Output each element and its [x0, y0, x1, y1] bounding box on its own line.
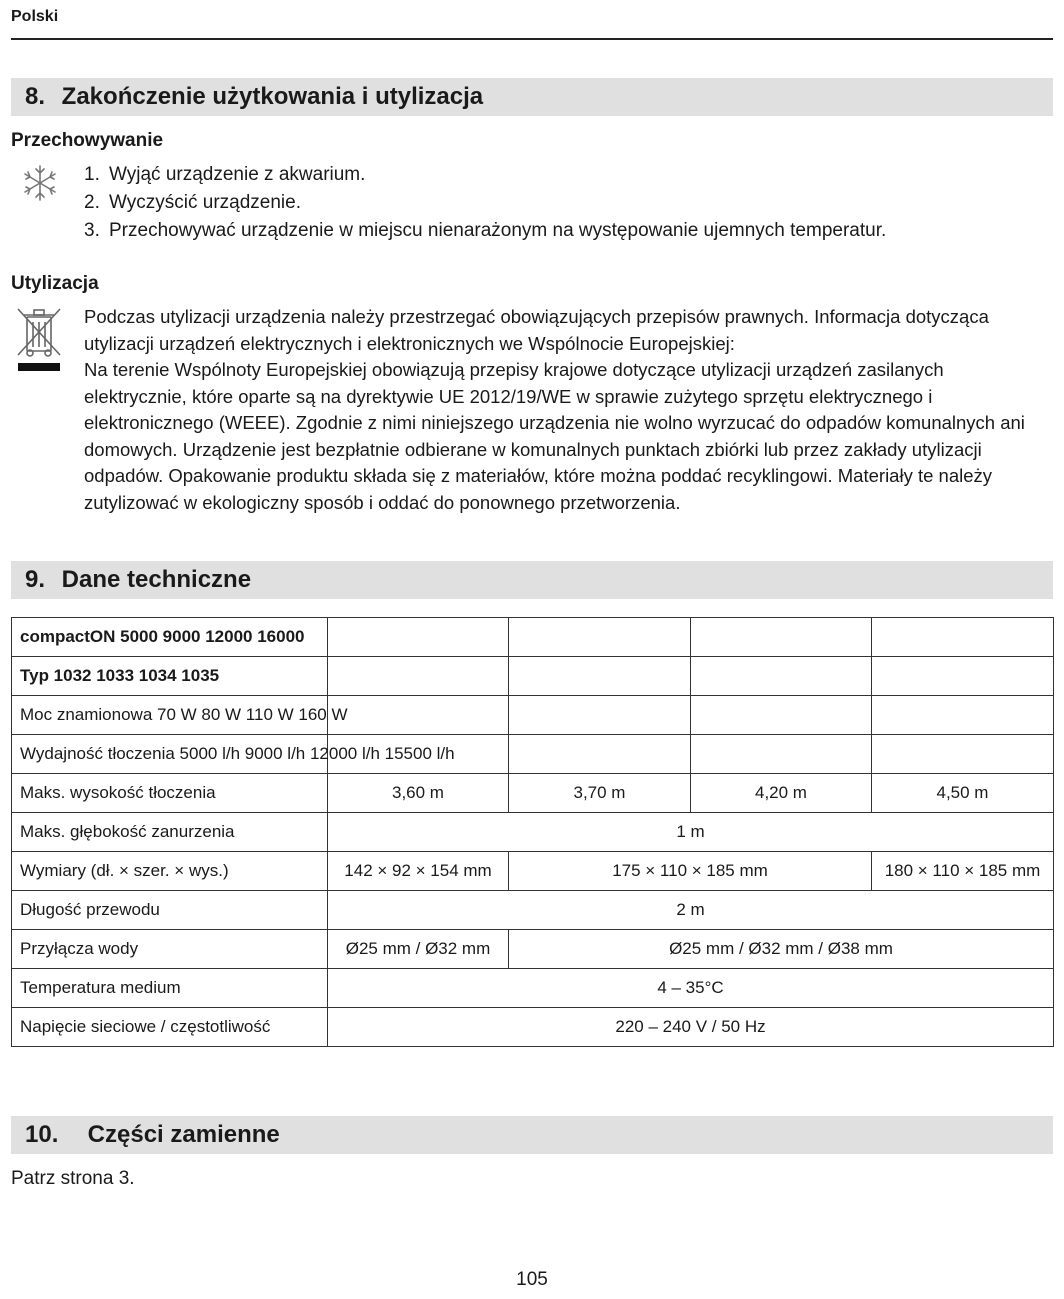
- table-row: [12, 813, 1054, 852]
- storage-heading: Przechowywanie: [11, 130, 164, 151]
- section-9-heading: [11, 561, 1053, 599]
- list-item: 1. Wyjąć urządzenie z akwarium.: [84, 164, 366, 185]
- table-cell: 2 m: [328, 891, 1054, 930]
- table-cell: [328, 618, 509, 657]
- list-item: 3. Przechowywać urządzenie w miejscu nienarażonym na występowanie ujemnych temperatur.: [84, 220, 887, 241]
- table-cell: Maks. wysokość tłoczenia: [12, 774, 328, 813]
- table-row: [12, 657, 1054, 696]
- table-row: [12, 891, 1054, 930]
- table-cell: [509, 696, 691, 735]
- language-label: Polski: [11, 8, 59, 25]
- table-cell: 4 – 35°C: [328, 969, 1054, 1008]
- list-item: 2. Wyczyścić urządzenie.: [84, 192, 301, 213]
- technical-data-table: [11, 617, 1054, 1047]
- table-row: [12, 1008, 1054, 1047]
- table-cell: Wymiary (dł. × szer. × wys.): [12, 852, 328, 891]
- section-9-title: Dane techniczne: [61, 566, 252, 593]
- header-rule: [11, 38, 1053, 40]
- spare-parts-reference: Patrz strona 3.: [11, 1168, 135, 1189]
- table-cell: [509, 735, 691, 774]
- table-cell: 4,50 m: [872, 774, 1054, 813]
- disposal-paragraph-1: Podczas utylizacji urządzenia należy przestrzegać obowiązujących przepisów prawnych. Informacja dotycząca utylizacji urządzeń elektrycznych i elektronicznych we Wspólnocie Europejskiej:: [84, 306, 989, 354]
- table-cell: 175 × 110 × 185 mm: [509, 852, 872, 891]
- table-cell: Długość przewodu: [12, 891, 328, 930]
- section-9-number: 9.: [25, 566, 46, 593]
- section-10-title: Części zamienne: [87, 1121, 280, 1148]
- table-cell: [691, 735, 872, 774]
- table-cell: [872, 657, 1054, 696]
- table-cell: [872, 696, 1054, 735]
- table-cell: 180 × 110 × 185 mm: [872, 852, 1054, 891]
- table-row: [12, 735, 1054, 774]
- table-row: [12, 618, 1054, 657]
- table-cell: 142 × 92 × 154 mm: [328, 852, 509, 891]
- section-8-number: 8.: [25, 83, 46, 110]
- table-cell: [328, 696, 509, 735]
- table-cell: [509, 657, 691, 696]
- table-cell: [691, 657, 872, 696]
- table-cell: Maks. głębokość zanurzenia: [12, 813, 328, 852]
- table-cell: [509, 618, 691, 657]
- table-cell: [691, 696, 872, 735]
- table-cell: Typ 1032 1033 1034 1035: [12, 657, 328, 696]
- table-cell: 3,70 m: [509, 774, 691, 813]
- table-cell: compactON 5000 9000 12000 16000: [12, 618, 328, 657]
- table-cell: 220 – 240 V / 50 Hz: [328, 1008, 1054, 1047]
- table-cell: Ø25 mm / Ø32 mm: [328, 930, 509, 969]
- section-8-title: Zakończenie użytkowania i utylizacja: [61, 83, 484, 110]
- table-cell: [872, 735, 1054, 774]
- table-cell: Wydajność tłoczenia 5000 l/h 9000 l/h 12000 l/h 15500 l/h: [12, 735, 328, 774]
- table-cell: Napięcie sieciowe / częstotliwość: [12, 1008, 328, 1047]
- table-cell: [872, 618, 1054, 657]
- disposal-paragraph-2: Na terenie Wspólnoty Europejskiej obowiązują przepisy krajowe dotyczące utylizacji urządzeń zasilanych elektrycznie, które oparte są na dyrektywie UE 2012/19/WE w sprawie zużytego sprzętu elektrycznego i elektronicznego (WEEE). Zgodnie z nimi niniejszego urządzenia nie wolno wyrzucać do odpadów komunalnych ani domowych. Urządzenie jest bezpłatnie odbierane w komunalnych punktach zbiórki lub przez zakłady utylizacji odpadów. Opakowanie produktu składa się z materiałów, które można poddać recyklingowi. Materiały te należy zutylizować w ekologiczny sposób i oddać do ponownego przetworzenia.: [84, 359, 1025, 513]
- table-cell: Temperatura medium: [12, 969, 328, 1008]
- table-row: [12, 774, 1054, 813]
- storage-steps: [84, 161, 886, 245]
- table-row: [12, 852, 1054, 891]
- table-cell: Ø25 mm / Ø32 mm / Ø38 mm: [509, 930, 1054, 969]
- table-cell: Moc znamionowa 70 W 80 W 110 W 160 W: [12, 696, 328, 735]
- page-number: 105: [516, 1269, 548, 1290]
- snowflake-icon: [21, 164, 59, 207]
- table-row: [12, 696, 1054, 735]
- table-cell: [328, 657, 509, 696]
- table-cell: 4,20 m: [691, 774, 872, 813]
- table-row: [12, 969, 1054, 1008]
- table-cell: 1 m: [328, 813, 1054, 852]
- table-cell: 3,60 m: [328, 774, 509, 813]
- section-8-heading: [11, 78, 1053, 116]
- table-cell: [691, 618, 872, 657]
- section-10-heading: [11, 1116, 1053, 1154]
- section-10-number: 10.: [25, 1121, 59, 1148]
- table-cell: Przyłącza wody: [12, 930, 328, 969]
- crossed-out-bin-icon: [14, 305, 64, 380]
- disposal-heading: Utylizacja: [11, 273, 99, 294]
- table-row: [12, 930, 1054, 969]
